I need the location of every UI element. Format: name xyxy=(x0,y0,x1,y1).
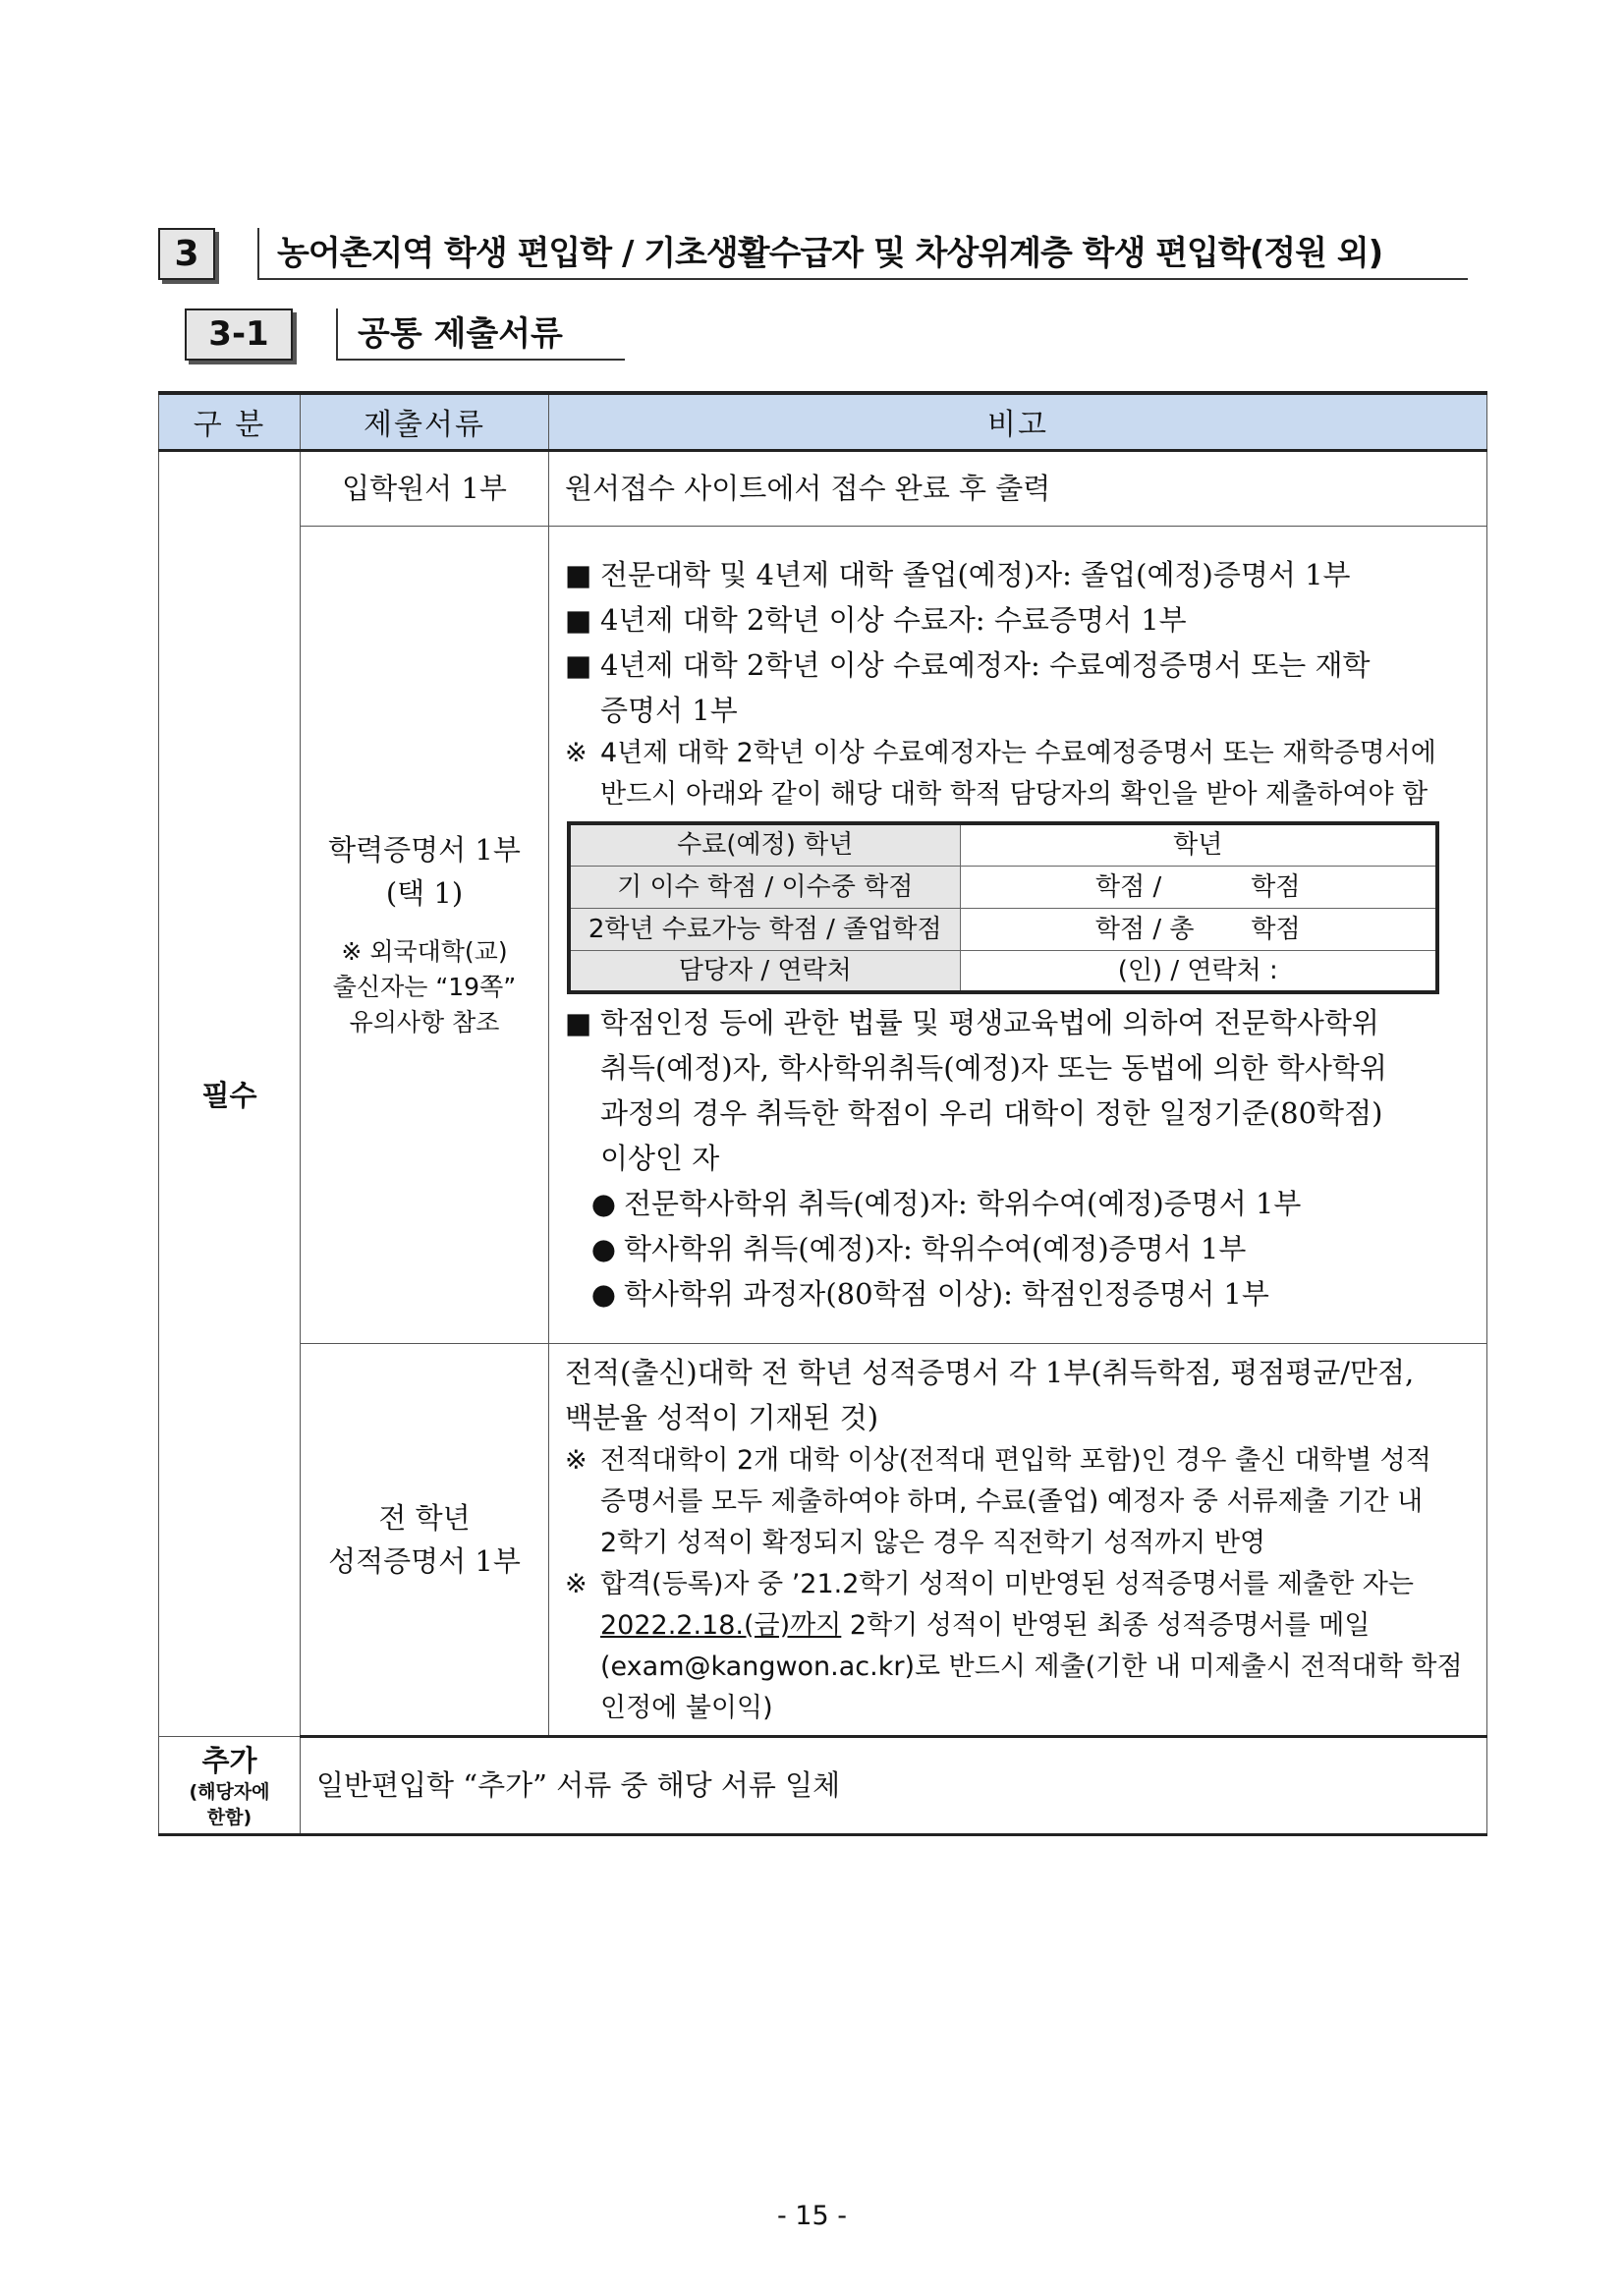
list-item xyxy=(565,1000,1473,1181)
table-header-row xyxy=(159,393,1487,450)
table-row xyxy=(569,823,1437,866)
category-sublabel: 한함) xyxy=(206,1807,252,1828)
note-item xyxy=(565,733,1473,815)
subsection-number-box: 3-1 xyxy=(185,308,293,361)
remark-academic-certificate xyxy=(549,526,1487,1343)
text-line: 학점인정 등에 관한 법률 및 평생교육법에 의하여 전문학사학위 xyxy=(600,1006,1379,1039)
confirm-label: 담당자 / 연락처 xyxy=(569,950,960,992)
confirm-label: 2학년 수료가능 학점 / 졸업학점 xyxy=(569,908,960,950)
list-item-text: 학사학위 취득(예정)자: 학위수여(예정)증명서 1부 xyxy=(624,1232,1247,1265)
list-item xyxy=(565,597,1473,643)
reference-mark-icon: ※ xyxy=(565,1568,588,1599)
table-row xyxy=(569,950,1437,992)
confirm-value: 학점 / 학점 xyxy=(960,866,1437,908)
doc-line: 학력증명서 1부 xyxy=(328,833,521,867)
list-item-text: 전문학사학위 취득(예정)자: 학위수여(예정)증명서 1부 xyxy=(624,1187,1302,1220)
square-bullet-icon: ■ xyxy=(565,648,592,682)
remark-text xyxy=(565,1350,1473,1440)
table-row xyxy=(159,1736,1487,1834)
sub-list-item xyxy=(565,1226,1473,1271)
remark-application: 원서접수 사이트에서 접수 완료 후 출력 xyxy=(549,450,1487,526)
dot-bullet-icon: ● xyxy=(590,1277,616,1311)
confirm-label: 기 이수 학점 / 이수중 학점 xyxy=(569,866,960,908)
square-bullet-icon: ■ xyxy=(565,603,592,637)
text-line: 증명서 1부 xyxy=(600,694,738,727)
doc-note: 출신자는 “19쪽” xyxy=(332,973,517,1001)
text-line: 합격(등록)자 중 ’21.2학기 성적이 미반영된 성적증명서를 제출한 자는 xyxy=(600,1568,1414,1599)
confirm-value: 학년 xyxy=(960,823,1437,866)
category-required: 필수 xyxy=(159,450,301,1736)
dot-bullet-icon: ● xyxy=(590,1232,616,1265)
category-label: 추가 xyxy=(201,1744,257,1777)
list-item-text xyxy=(600,643,1371,733)
text-line: 과정의 경우 취득한 학점이 우리 대학이 정한 일정기준(80학점) xyxy=(600,1096,1383,1130)
doc-line: (택 1) xyxy=(385,876,464,910)
list-item-text: 4년제 대학 2학년 이상 수료자: 수료증명서 1부 xyxy=(600,603,1187,637)
sub-list-item xyxy=(565,1181,1473,1226)
text-line: 4년제 대학 2학년 이상 수료예정자는 수료예정증명서 또는 재학증명서에 xyxy=(600,738,1436,768)
category-additional xyxy=(159,1736,301,1834)
note-item xyxy=(565,1440,1473,1564)
text-line: 4년제 대학 2학년 이상 수료예정자: 수료예정증명서 또는 재학 xyxy=(600,648,1371,682)
list-item xyxy=(565,643,1473,733)
text-line: 전적(출신)대학 전 학년 성적증명서 각 1부(취득학점, 평점평균/만점, xyxy=(565,1355,1415,1389)
header-documents: 제출서류 xyxy=(301,393,549,450)
reference-mark-icon: ※ xyxy=(565,738,588,768)
text-line: 증명서를 모두 제출하여야 하며, 수료(졸업) 예정자 중 서류제출 기간 내 xyxy=(600,1485,1424,1517)
subsection-title: 공통 제출서류 xyxy=(336,308,625,361)
list-item-text: 학사학위 과정자(80학점 이상): 학점인정증명서 1부 xyxy=(624,1277,1269,1311)
text-line: 취득(예정)자, 학사학위취득(예정)자 또는 동법에 의한 학사학위 xyxy=(600,1051,1387,1085)
section-number-box: 3 xyxy=(158,228,215,280)
list-item-text xyxy=(600,1000,1387,1181)
text-line: 백분율 성적이 기재된 것) xyxy=(565,1400,879,1434)
page-number: - 15 - xyxy=(776,2201,847,2231)
reference-mark-icon: ※ xyxy=(565,1444,588,1476)
table-row xyxy=(569,866,1437,908)
header-category: 구 분 xyxy=(159,393,301,450)
list-item-text: 전문대학 및 4년제 대학 졸업(예정)자: 졸업(예정)증명서 1부 xyxy=(600,558,1351,591)
square-bullet-icon: ■ xyxy=(565,1006,592,1039)
documents-table xyxy=(158,391,1487,1836)
confirm-value: (인) / 연락처 : xyxy=(960,950,1437,992)
text-line: 2학기 성적이 확정되지 않은 경우 직전학기 성적까지 반영 xyxy=(600,1527,1266,1558)
header-remarks: 비고 xyxy=(549,393,1487,450)
note-text xyxy=(600,1440,1431,1564)
text-line: 이상인 자 xyxy=(600,1142,720,1175)
text-line: 반드시 아래와 같이 해당 대학 학적 담당자의 확인을 받아 제출하여야 함 xyxy=(600,779,1428,810)
doc-line: 성적증명서 1부 xyxy=(328,1543,521,1578)
doc-note: 유의사항 참조 xyxy=(349,1008,500,1036)
section-title: 농어촌지역 학생 편입학 / 기초생활수급자 및 차상위계층 학생 편입학(정원 외) xyxy=(257,228,1468,280)
text-line: (exam@kangwon.ac.kr)로 반드시 제출(기한 내 미제출시 전적대학 학점 xyxy=(600,1651,1463,1682)
remark-transcript xyxy=(549,1343,1487,1736)
remark-additional: 일반편입학 “추가” 서류 중 해당 서류 일체 xyxy=(301,1736,1487,1834)
doc-line: 전 학년 xyxy=(378,1500,471,1535)
text-line: 인정에 불이익) xyxy=(600,1692,773,1723)
confirm-value: 학점 / 총 학점 xyxy=(960,908,1437,950)
table-row xyxy=(159,1343,1487,1736)
text-line: 2학기 성적이 반영된 최종 성적증명서를 메일 xyxy=(841,1609,1371,1641)
doc-transcript xyxy=(301,1343,549,1736)
doc-note: ※ 외국대학(교) xyxy=(341,937,508,966)
square-bullet-icon: ■ xyxy=(565,558,592,591)
table-row xyxy=(569,908,1437,950)
sub-list-item xyxy=(565,1271,1473,1316)
doc-academic-certificate xyxy=(301,526,549,1343)
text-line: 전적대학이 2개 대학 이상(전적대 편입학 포함)인 경우 출신 대학별 성적 xyxy=(600,1444,1431,1476)
table-row xyxy=(159,526,1487,1343)
note-text xyxy=(600,1564,1463,1729)
confirmation-table xyxy=(567,821,1439,994)
deadline-date: 2022.2.18.(금)까지 xyxy=(600,1609,842,1641)
doc-application: 입학원서 1부 xyxy=(301,450,549,526)
category-sublabel: (해당자에 xyxy=(189,1781,270,1803)
list-item xyxy=(565,552,1473,597)
table-row xyxy=(159,450,1487,526)
confirm-label: 수료(예정) 학년 xyxy=(569,823,960,866)
note-text xyxy=(600,733,1436,815)
note-item xyxy=(565,1564,1473,1729)
dot-bullet-icon: ● xyxy=(590,1187,616,1220)
